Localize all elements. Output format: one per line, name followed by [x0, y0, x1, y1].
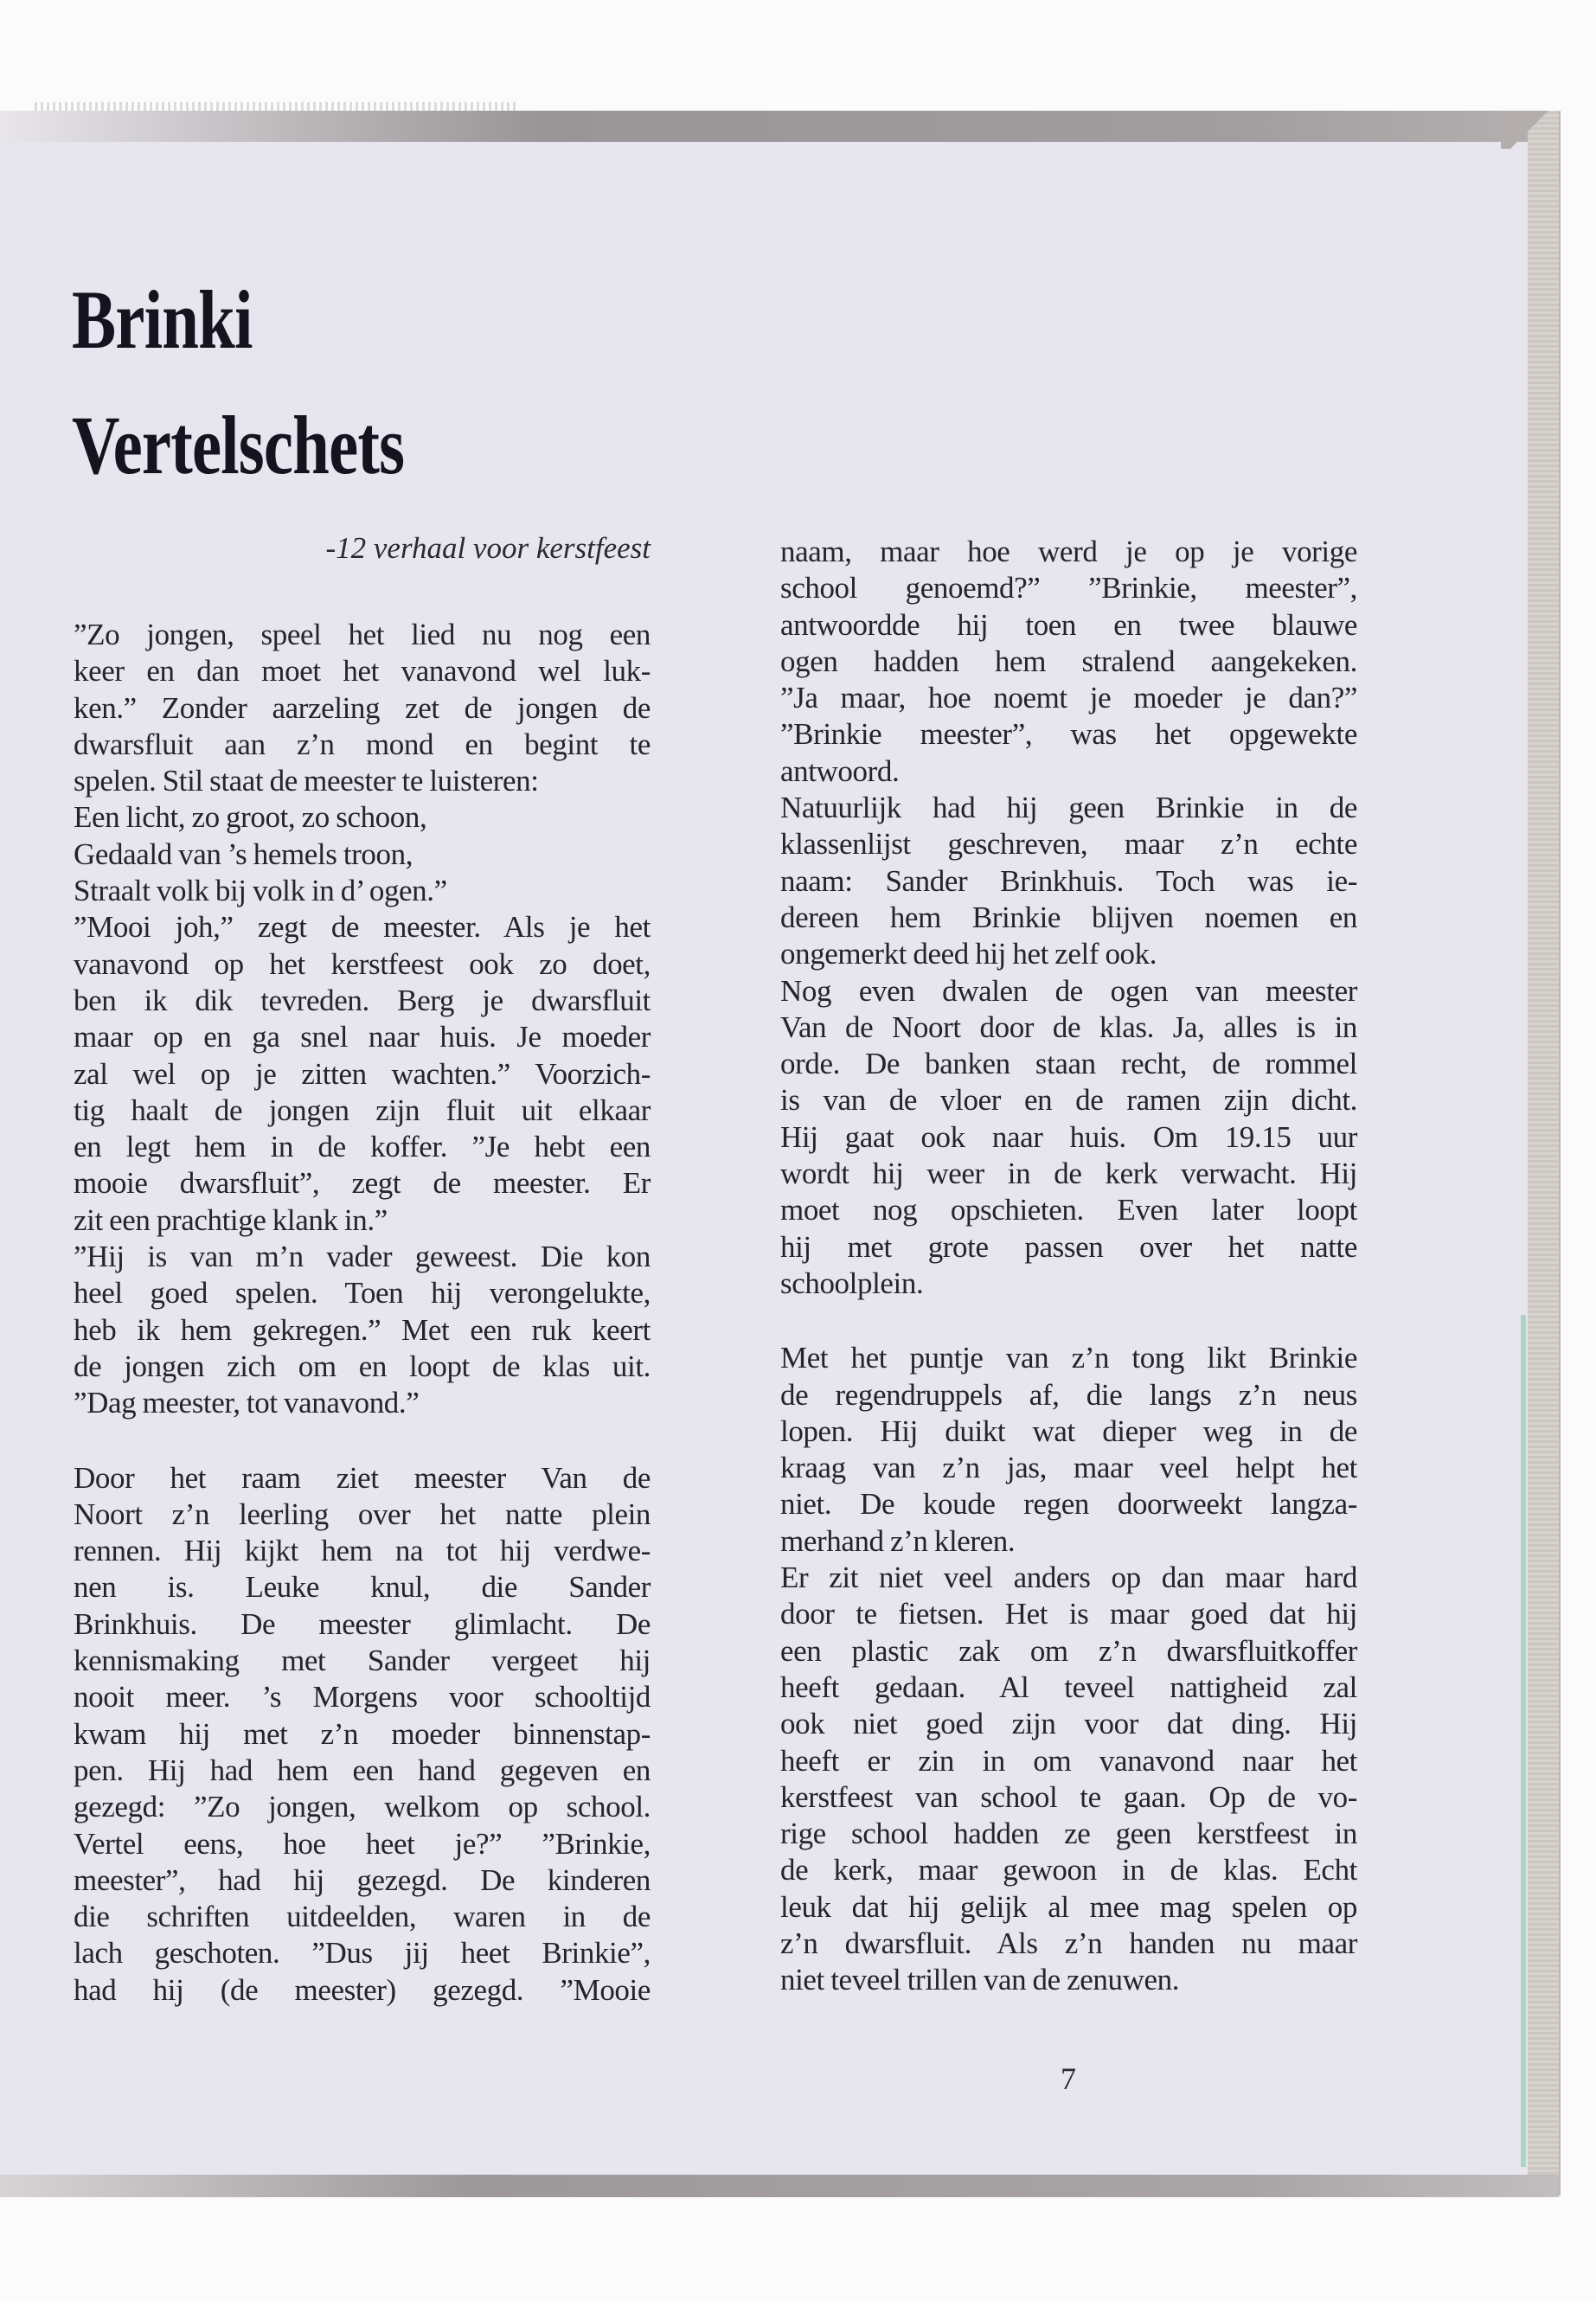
text-line: door te fietsen. Het is maar goed dat hij [780, 1597, 1357, 1631]
text-line: z’n dwarsfluit. Als z’n handen nu maar [780, 1926, 1357, 1960]
text-column-left [74, 617, 651, 2009]
text-line: mooie dwarsfluit”, zegt de meester. Er [74, 1166, 651, 1201]
text-line: kwam hij met z’n moeder binnenstap- [74, 1716, 651, 1751]
text-line: heel goed spelen. Toen hij verongelukte, [74, 1276, 651, 1311]
text-line: Nog even dwalen de ogen van meester [780, 973, 1357, 1008]
text-line: is van de vloer en de ramen zijn dicht. [780, 1083, 1357, 1118]
text-line: ”Brinkie meester”, was het opgewekte [780, 717, 1357, 752]
text-line: ”Zo jongen, speel het lied nu nog een [74, 618, 651, 651]
text-line: had hij (de meester) gezegd. ”Mooie [74, 1972, 651, 2007]
text-line: antwoord. [780, 753, 900, 788]
text-line: merhand z’n kleren. [780, 1523, 1016, 1558]
text-line: Met het puntje van z’n tong likt Brinkie [780, 1341, 1357, 1375]
green-page-edge [1521, 1315, 1526, 2167]
text-line: lopen. Hij duikt wat dieper weg in de [780, 1413, 1357, 1448]
text-column-right [780, 534, 1357, 1999]
text-line: meester”, had hij gezegd. De kinderen [74, 1862, 651, 1897]
paragraph [74, 836, 651, 873]
text-line: moet nog opschieten. Even later loopt [780, 1193, 1357, 1227]
text-line: de regendruppels af, die langs z’n neus [780, 1377, 1357, 1412]
text-line: kennismaking met Sander vergeet hij [74, 1644, 651, 1678]
paragraph [780, 1340, 1357, 1560]
text-line: naam: Sander Brinkhuis. Toch was ie- [780, 863, 1357, 898]
text-line: pen. Hij had hem een hand gegeven en [74, 1753, 651, 1787]
book-cover-edge [1528, 111, 1561, 2195]
text-line: spelen. Stil staat de meester te luisteren: [74, 764, 539, 798]
text-line: dereen hem Brinkie blijven noemen en [780, 900, 1357, 934]
text-line: rennen. Hij kijkt hem na tot hij verdwe- [74, 1534, 651, 1568]
text-line: heb ik hem gekregen.” Met een ruk keert [74, 1312, 651, 1347]
paragraph [74, 909, 651, 1239]
text-line: Natuurlijk had hij geen Brinkie in de [780, 791, 1357, 825]
text-line: zal wel op je zitten wachten.” Voorzich- [74, 1056, 651, 1091]
text-line: lach geschoten. ”Dus jij heet Brinkie”, [74, 1936, 651, 1971]
text-line: Hij gaat ook naar huis. Om 19.15 uur [780, 1119, 1357, 1154]
paragraph [74, 873, 651, 909]
text-line: Brinkhuis. De meester glimlacht. De [74, 1606, 651, 1641]
text-line: hij met grote passen over het natte [780, 1229, 1357, 1264]
text-line: ook niet goed zijn voor dat ding. Hij [780, 1707, 1357, 1741]
text-line: de jongen zich om en loopt de klas uit. [74, 1349, 651, 1383]
text-line: leuk dat hij gelijk al mee mag spelen op [780, 1889, 1357, 1924]
text-line: Noort z’n leerling over het natte plein [74, 1497, 651, 1531]
text-line: schoolplein. [780, 1266, 924, 1300]
page-number: 7 [1061, 2061, 1076, 2096]
book-top-edge [0, 111, 1548, 142]
paragraph [74, 1239, 651, 1421]
text-line: ”Hij is van m’n vader geweest. Die kon [74, 1240, 651, 1274]
text-line: heeft gedaan. Al teveel nattigheid zal [780, 1670, 1357, 1704]
title-line-2: Vertelschets [72, 399, 405, 491]
text-line: naam, maar hoe werd je op je vorige [780, 535, 1357, 568]
text-line: Er zit niet veel anders op dan maar hard [780, 1561, 1357, 1595]
text-line: de kerk, maar gewoon in de klas. Echt [780, 1853, 1357, 1888]
text-line: ogen hadden hem stralend aangekeken. [780, 644, 1357, 678]
text-line: tig haalt de jongen zijn fluit uit elkaar [74, 1093, 651, 1127]
text-line: Een licht, zo groot, zo schoon, [74, 800, 427, 835]
text-line: antwoordde hij toen en twee blauwe [780, 607, 1357, 642]
text-line: vanavond op het kerstfeest ook zo doet, [74, 946, 651, 981]
paragraph [74, 799, 651, 836]
text-line: Van de Noort door de klas. Ja, alles is in [780, 1009, 1357, 1044]
text-line: dwarsfluit aan z’n mond en begint te [74, 727, 651, 761]
text-line: keer en dan moet het vanavond wel luk- [74, 654, 651, 689]
text-line: orde. De banken staan recht, de rommel [780, 1047, 1357, 1081]
text-line: klassenlijst geschreven, maar z’n echte [780, 827, 1357, 862]
text-line: Vertel eens, hoe heet je?” ”Brinkie, [74, 1826, 651, 1861]
text-line: en legt hem in de koffer. ”Je hebt een [74, 1130, 651, 1164]
paragraph [74, 1460, 651, 2009]
text-line: ken.” Zonder aarzeling zet de jongen de [74, 690, 651, 725]
text-line: heeft er zin in om vanavond naar het [780, 1743, 1357, 1778]
title-line-1: Brinki [72, 273, 253, 366]
text-line: ”Dag meester, tot vanavond.” [74, 1386, 420, 1420]
paragraph [780, 790, 1357, 972]
text-line: zit een prachtige klank in.” [74, 1202, 388, 1237]
text-line: nen is. Leuke knul, die Sander [74, 1570, 651, 1605]
text-line: Straalt volk bij volk in d’ ogen.” [74, 874, 447, 908]
text-line: maar op en ga snel naar huis. Je moeder [74, 1020, 651, 1054]
text-line: kraag van z’n jas, maar veel helpt het [780, 1451, 1357, 1485]
text-line: wordt hij weer in de kerk verwacht. Hij [780, 1157, 1357, 1191]
paragraph [780, 973, 1357, 1303]
paragraph [74, 617, 651, 799]
text-line: gezegd: ”Zo jongen, welkom op school. [74, 1790, 651, 1824]
text-line: kerstfeest van school te gaan. Op de vo- [780, 1779, 1357, 1814]
cover-corner [1501, 111, 1558, 149]
text-line: ”Mooi joh,” zegt de meester. Als je het [74, 910, 651, 945]
text-line: school genoemd?” ”Brinkie, meester”, [780, 571, 1357, 606]
text-line: ben ik dik tevreden. Berg je dwarsfluit [74, 983, 651, 1017]
paragraph [780, 1560, 1357, 1999]
text-line: ”Ja maar, hoe noemt je moeder je dan?” [780, 681, 1357, 715]
text-line: nooit meer. ’s Morgens voor schooltijd [74, 1680, 651, 1715]
book-bottom-edge [0, 2175, 1559, 2197]
text-line: Door het raam ziet meester Van de [74, 1460, 651, 1495]
text-line: een plastic zak om z’n dwarsfluitkoffer [780, 1633, 1357, 1668]
subtitle: -12 verhaal voor kerstfeest [325, 531, 651, 565]
text-line: die schriften uitdeelden, waren in de [74, 1900, 651, 1934]
text-line: ongemerkt deed hij het zelf ook. [780, 937, 1157, 971]
text-line: rige school hadden ze geen kerstfeest in [780, 1817, 1357, 1851]
text-line: niet. De koude regen doorweekt langza- [780, 1487, 1357, 1522]
text-line: Gedaald van ’s hemels troon, [74, 836, 413, 871]
text-line: niet teveel trillen van de zenuwen. [780, 1963, 1180, 1997]
paragraph [780, 534, 1357, 790]
